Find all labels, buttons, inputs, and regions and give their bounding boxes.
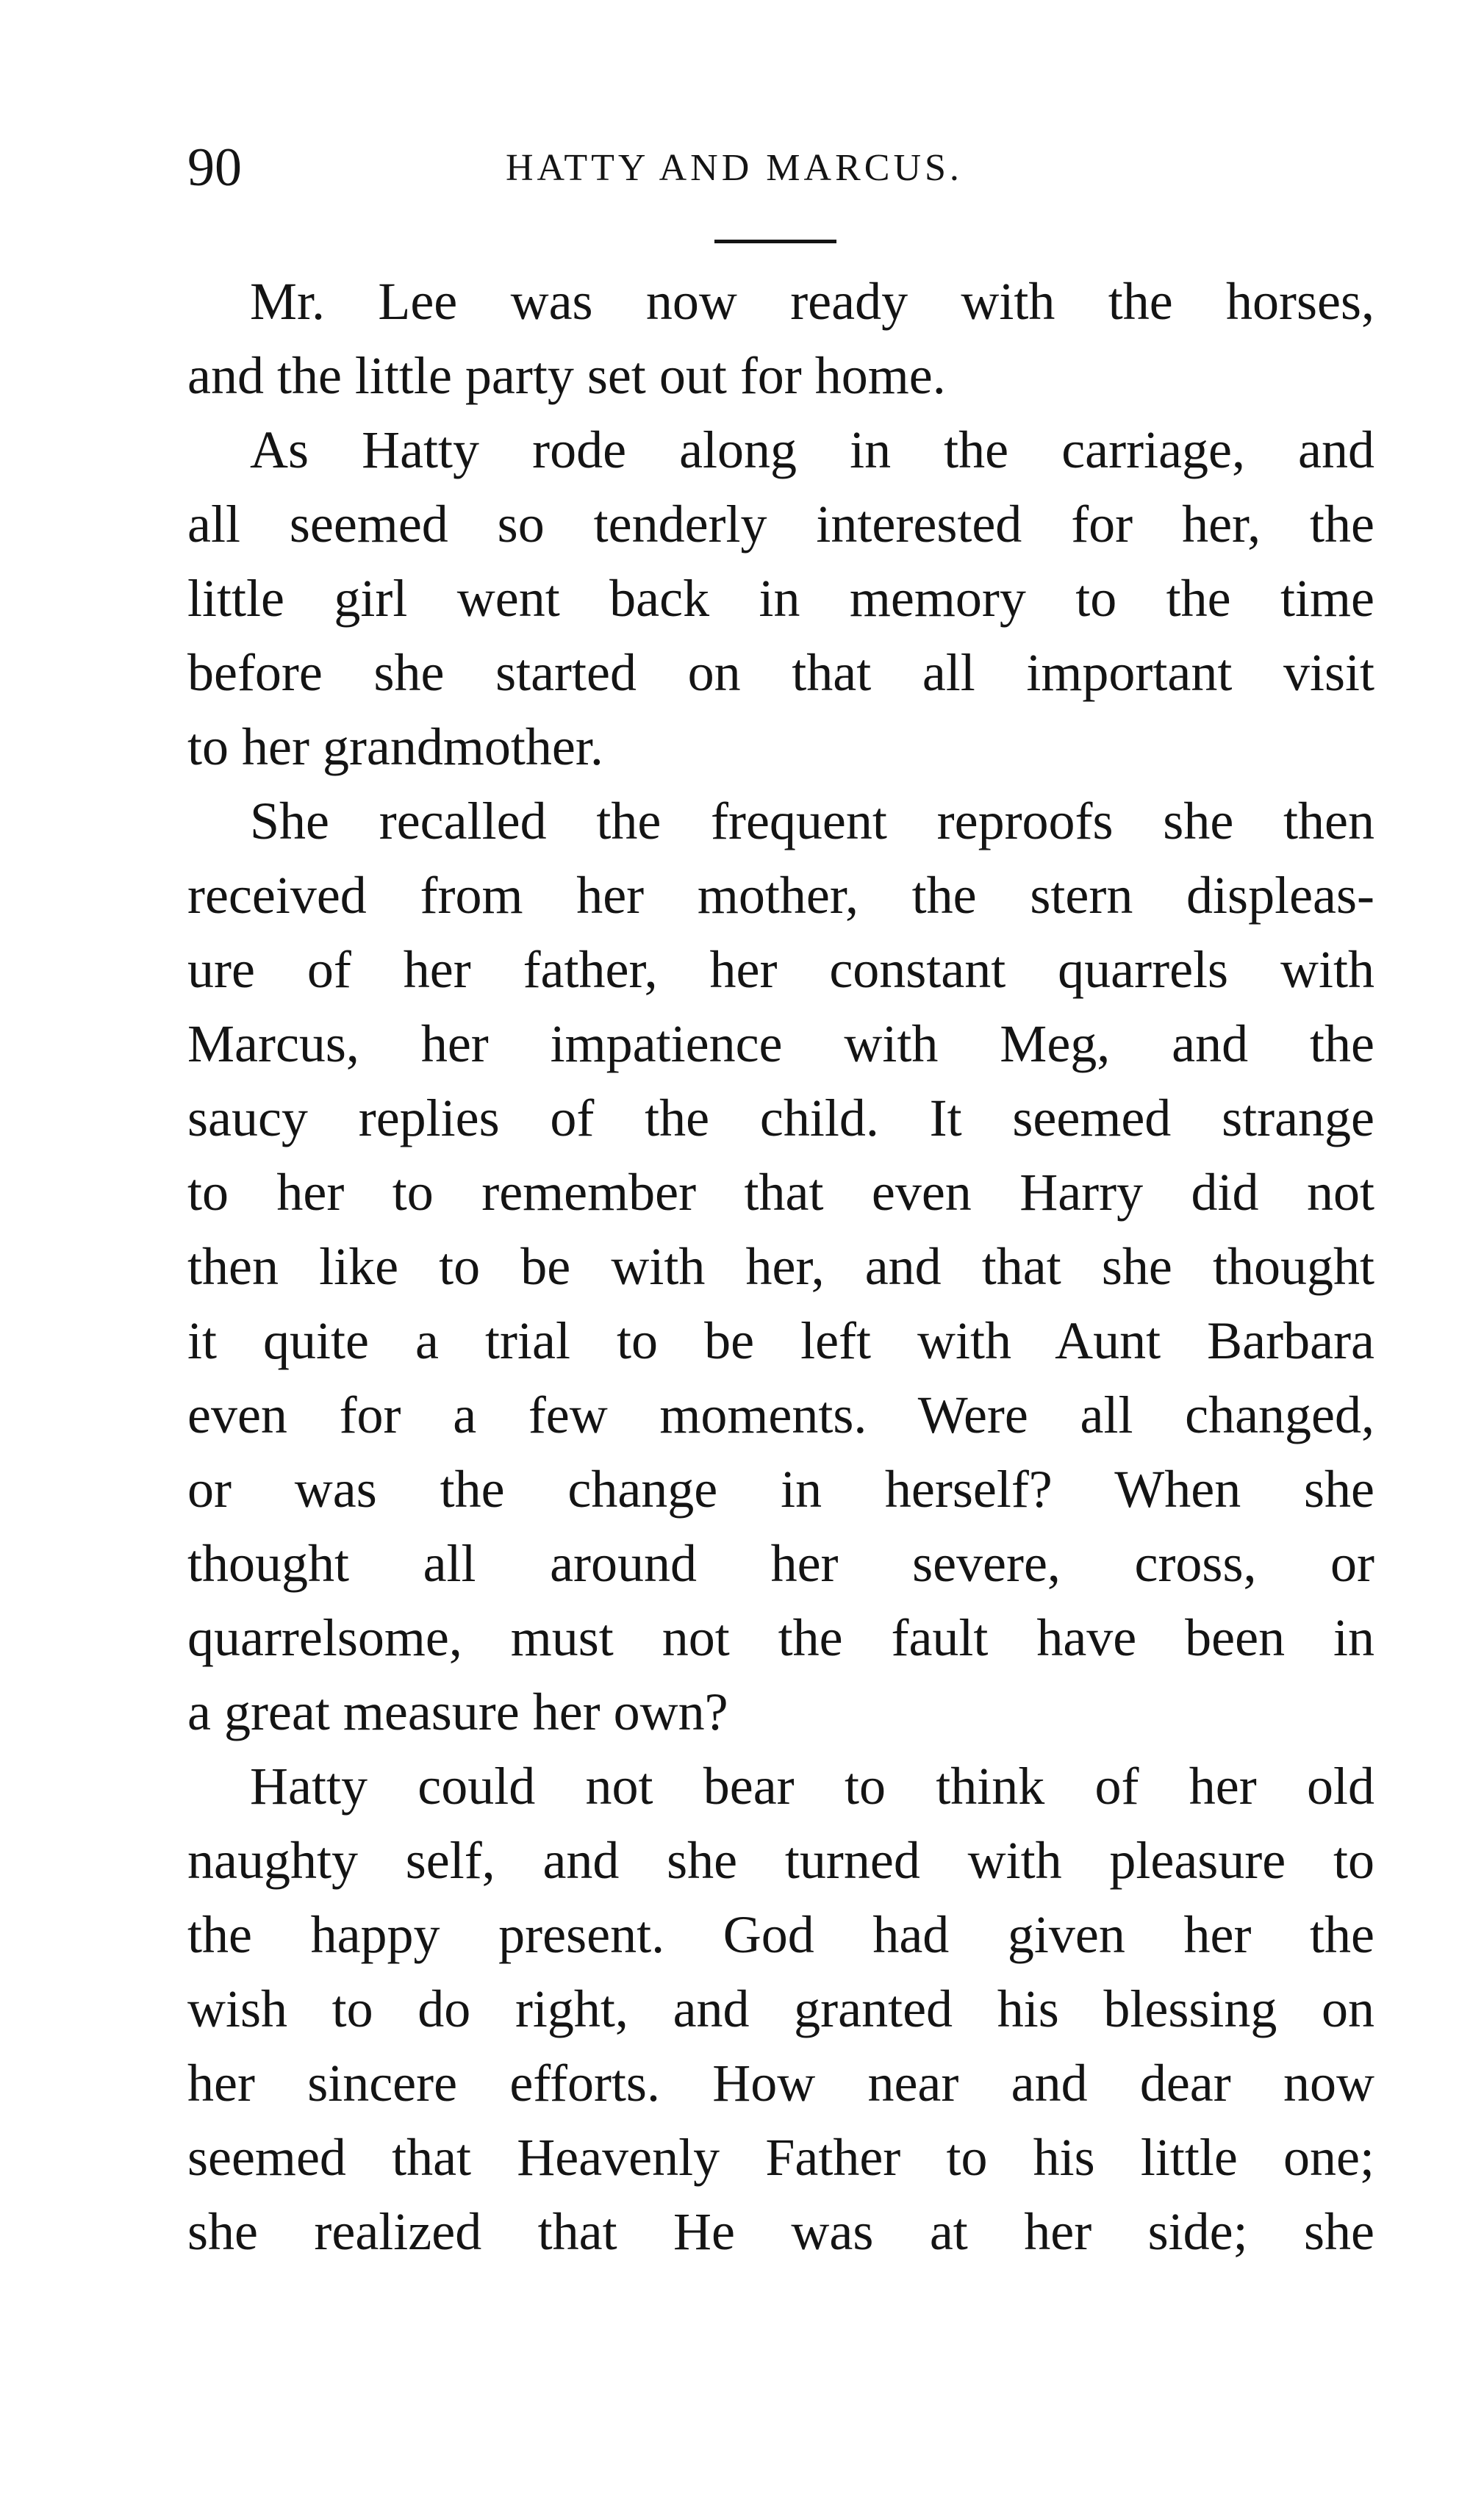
text-line: She recalled the frequent reproofs she then <box>250 792 1374 850</box>
header-rule <box>714 240 836 243</box>
body-text <box>187 265 1374 2269</box>
text-line: and the little party set out for home. <box>187 346 946 405</box>
text-line: or was the change in herself? When she <box>187 1460 1374 1519</box>
text-line: all seemed so tenderly interested for her, the <box>187 495 1374 553</box>
paragraph <box>187 413 1374 784</box>
text-line: to her grandmother. <box>187 717 603 776</box>
text-line: thought all around her severe, cross, or <box>187 1534 1374 1593</box>
text-line: naughty self, and she turned with pleasure to <box>187 1831 1374 1890</box>
text-line: it quite a trial to be left with Aunt Barbara <box>187 1311 1374 1370</box>
text-line: to her to remember that even Harry did not <box>187 1163 1374 1222</box>
text-line: wish to do right, and granted his blessing on <box>187 1979 1374 2038</box>
text-line: As Hatty rode along in the carriage, and <box>250 420 1374 479</box>
text-line: little girl went back in memory to the time <box>187 569 1374 628</box>
text-line: Hatty could not bear to think of her old <box>250 1757 1374 1816</box>
text-line: the happy present. God had given her the <box>187 1905 1374 1964</box>
text-line: ure of her father, her constant quarrels with <box>187 940 1374 999</box>
text-line: her sincere efforts. How near and dear now <box>187 2054 1374 2113</box>
text-line: before she started on that all important visit <box>187 643 1374 702</box>
running-head: HATTY AND MARCUS. <box>506 147 963 189</box>
paragraph <box>187 265 1374 413</box>
text-line: even for a few moments. Were all changed, <box>187 1386 1374 1444</box>
page-header <box>187 138 1374 197</box>
text-line: saucy replies of the child. It seemed strange <box>187 1089 1374 1147</box>
text-line: seemed that Heavenly Father to his little one; <box>187 2128 1374 2187</box>
text-line: then like to be with her, and that she thought <box>187 1237 1374 1296</box>
text-line: she realized that He was at her side; she <box>187 2202 1374 2261</box>
text-line: received from her mother, the stern displeas- <box>187 866 1374 925</box>
paragraph <box>187 784 1374 1749</box>
text-line: a great measure her own? <box>187 1683 728 1741</box>
paragraph <box>187 1749 1374 2269</box>
page-number: 90 <box>187 137 242 198</box>
text-line: Marcus, her impatience with Meg, and the <box>187 1014 1374 1073</box>
text-line: quarrelsome, must not the fault have been in <box>187 1608 1374 1667</box>
text-line: Mr. Lee was now ready with the horses, <box>250 272 1374 331</box>
